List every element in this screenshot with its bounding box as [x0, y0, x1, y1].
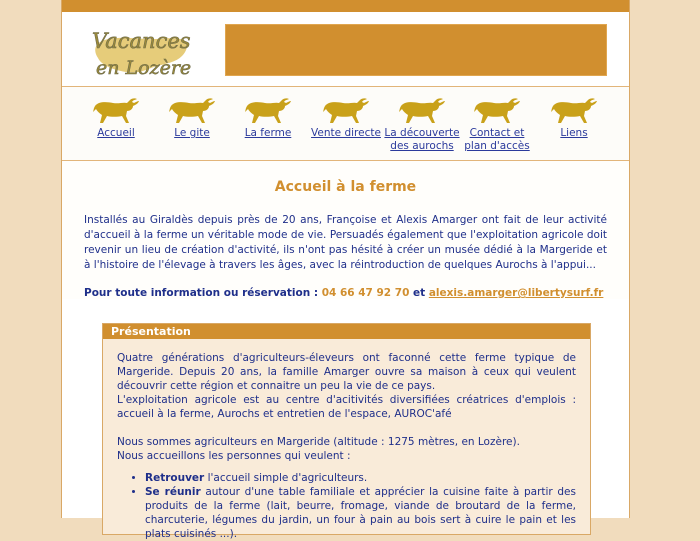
main-content — [62, 161, 629, 299]
nav-label — [382, 127, 462, 153]
list-item-bold: Se réunir — [145, 486, 201, 498]
nav-label: Le gite — [174, 127, 210, 139]
nav-item-la-ferme[interactable] — [230, 97, 306, 140]
nav-label: La ferme — [244, 127, 292, 139]
presentation-body — [103, 339, 590, 541]
nav-item-liens[interactable] — [536, 97, 612, 140]
bull-icon — [93, 97, 139, 125]
phone-number: 04 66 47 92 70 — [321, 287, 410, 299]
list-item — [145, 471, 576, 485]
nav-item-accueil[interactable] — [78, 97, 154, 140]
nav-label: Vente directe — [311, 127, 381, 139]
page-title: Accueil à la ferme — [274, 179, 417, 195]
bull-icon — [245, 97, 291, 125]
presentation-para-2: L'exploitation agricole est au centre d'acitivités diversifiées créatrices d'emplois : accueil à la ferme, Aurochs et entretien de l'espace, AUROC'afé — [117, 394, 576, 420]
nav-item-contact[interactable] — [459, 97, 535, 153]
nav-label: Accueil — [97, 127, 135, 139]
nav-label-line2: plan d'accès — [464, 140, 530, 152]
nav-item-le-gite[interactable] — [154, 97, 230, 140]
presentation-box — [102, 323, 591, 540]
presentation-para-4: Nous accueillons les personnes qui veulent : — [117, 450, 351, 462]
main-nav — [62, 87, 629, 161]
bull-icon — [399, 97, 445, 125]
logo-text-line2: en Lozère — [96, 57, 192, 79]
nav-item-vente-directe[interactable] — [306, 97, 386, 140]
list-item-bold: Retrouver — [145, 472, 205, 484]
logo-text-line1: Vacances — [92, 29, 191, 53]
nav-label: Liens — [560, 127, 588, 139]
nav-label-line1: Contact et — [469, 127, 525, 139]
presentation-para-1: Quatre générations d'agriculteurs-éleveurs ont faconné cette ferme typique de Margeride. Depuis 20 ans, la famille Amarger ouvre sa maison à ceux qui veulent découvrir cette région et connaitre un peu la vie de ce pays. — [117, 352, 576, 392]
bull-icon — [474, 97, 520, 125]
presentation-heading: Présentation — [103, 324, 590, 339]
contact-label: Pour toute information ou réservation : — [84, 287, 322, 299]
contact-line — [84, 287, 607, 299]
nav-label-line1: La découverte — [384, 127, 460, 139]
top-bar — [62, 0, 629, 12]
bull-icon — [169, 97, 215, 125]
intro-text: Installés au Giraldès depuis près de 20 ans, Françoise et Alexis Amarger ont fait de leur activité d'accueil à la ferme un véritable mode de vie. Persuadés également que l'exploitation agricole doit revenir un lieu de création d'activité, ils n'ont pas hésité à créer un musée dédié à la Margeride et à l'histoire de l'élevage à travers les âges, avec la réintroduction de quelques Aurochs à l'appui... — [84, 214, 607, 271]
header-banner — [225, 24, 607, 76]
nav-label-line2: des aurochs — [390, 140, 454, 152]
presentation-para-3: Nous sommes agriculteurs en Margeride (altitude : 1275 mètres, en Lozère). — [117, 436, 520, 448]
site-header — [62, 12, 629, 87]
email-link[interactable]: alexis.amarger@libertysurf.fr — [428, 287, 604, 299]
bull-icon — [551, 97, 597, 125]
site-logo[interactable] — [86, 22, 198, 84]
list-item-text: l'accueil simple d'agriculteurs. — [204, 472, 368, 484]
contact-and: et — [409, 287, 429, 299]
list-item — [145, 485, 576, 541]
presentation-list — [117, 471, 576, 541]
page-container — [61, 0, 630, 540]
list-item-text: autour d'une table familiale et apprécier la cuisine faite à partir des produits de la ferme (lait, beurre, fromage, viande de broutard de la ferme, charcuterie, légumes du jardin, un four à pain au bois sert à cuire le pain et les plats cuisinés ...). — [145, 486, 576, 540]
bull-icon — [323, 97, 369, 125]
nav-item-aurochs[interactable] — [382, 97, 462, 153]
nav-label — [459, 127, 535, 153]
